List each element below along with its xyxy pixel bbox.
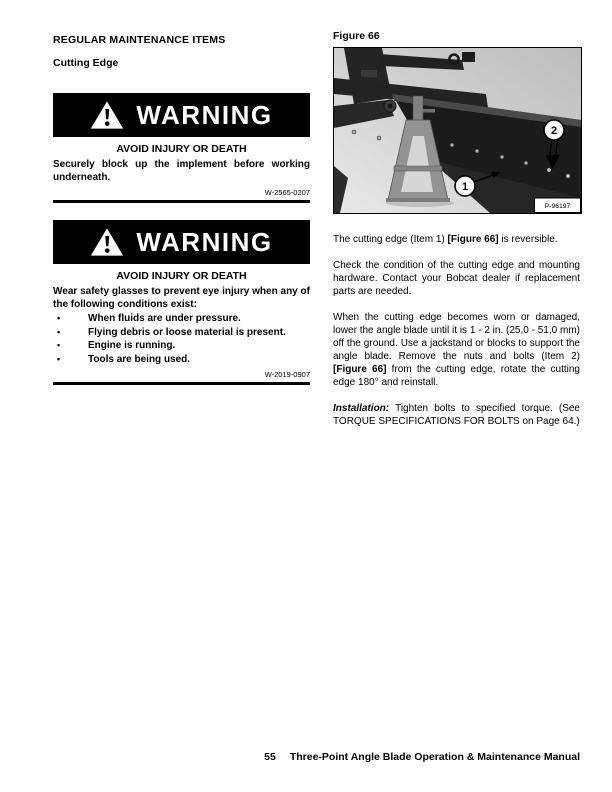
page-number: 55 — [264, 751, 276, 763]
warning-triangle-icon — [90, 227, 124, 257]
warning-block-1 — [53, 93, 310, 203]
figure-label: Figure 66 — [333, 30, 380, 42]
warning-banner-label: WARNING — [136, 100, 273, 130]
article-body — [333, 233, 580, 441]
warning-block-2 — [53, 220, 310, 385]
bullet-icon: • — [57, 313, 61, 323]
warning-body-text: Securely block up the implement before working underneath. — [53, 159, 310, 183]
warning-heading: AVOID INJURY OR DEATH — [116, 143, 247, 155]
photo-id-text: P-96197 — [544, 203, 571, 210]
bullet-icon: • — [57, 326, 61, 337]
bullet-text: Flying debris or loose material is present. — [88, 326, 286, 338]
bullet-icon: • — [57, 340, 61, 350]
bullet-text: Engine is running. — [88, 340, 176, 351]
bullet-icon: • — [57, 353, 61, 364]
figure-photo — [333, 47, 582, 214]
paragraph: Installation: Tighten bolts to specified torque. (See TORQUE SPECIFICATIONS FOR BOLTS on Page 64.) — [333, 403, 580, 427]
list-item — [53, 326, 310, 340]
callout-2-number: 2 — [550, 125, 558, 137]
section-title: REGULAR MAINTENANCE ITEMS — [53, 34, 226, 46]
warning-banner — [53, 220, 310, 264]
photo-id-label — [535, 198, 581, 213]
warning-banner-label: WARNING — [136, 227, 273, 257]
figure-photo-illustration — [334, 48, 581, 213]
page-footer — [264, 751, 580, 763]
list-item — [53, 353, 310, 367]
paragraph: The cutting edge (Item 1) [Figure 66] is reversible. — [333, 234, 558, 245]
warning-banner — [53, 93, 310, 137]
warning-bullet-list — [53, 312, 310, 366]
warning-code: W-2019-0907 — [264, 370, 310, 379]
manual-title: Three-Point Angle Blade Operation & Maintenance Manual — [289, 751, 580, 763]
warning-body-text: Wear safety glasses to prevent eye injury when any of the following conditions exist: — [53, 286, 310, 310]
list-item — [53, 339, 310, 353]
topic-title: Cutting Edge — [53, 57, 119, 69]
list-item — [53, 312, 310, 326]
warning-triangle-icon — [90, 100, 124, 130]
warning-divider-rule — [53, 200, 310, 203]
bullet-text: Tools are being used. — [88, 353, 191, 365]
warning-divider-rule — [53, 382, 310, 385]
paragraph: When the cutting edge becomes worn or damaged, lower the angle blade until it is 1 - 2 in. (25,0 - 51,0 mm) off the ground. Use a jackstand or blocks to support the angle blade. Remove the nuts and bolts (Item 2) [Figure 66] from the cutting edge, rotate the cutting edge 180° and reinstall. — [333, 312, 580, 388]
warning-code: W-2565-0207 — [264, 188, 310, 197]
bullet-text: When fluids are under pressure. — [88, 313, 241, 324]
warning-heading: AVOID INJURY OR DEATH — [116, 270, 247, 282]
callout-1-number: 1 — [461, 181, 469, 193]
paragraph: Check the condition of the cutting edge and mounting hardware. Contact your Bobcat dealer if replacement parts are needed. — [333, 260, 580, 297]
